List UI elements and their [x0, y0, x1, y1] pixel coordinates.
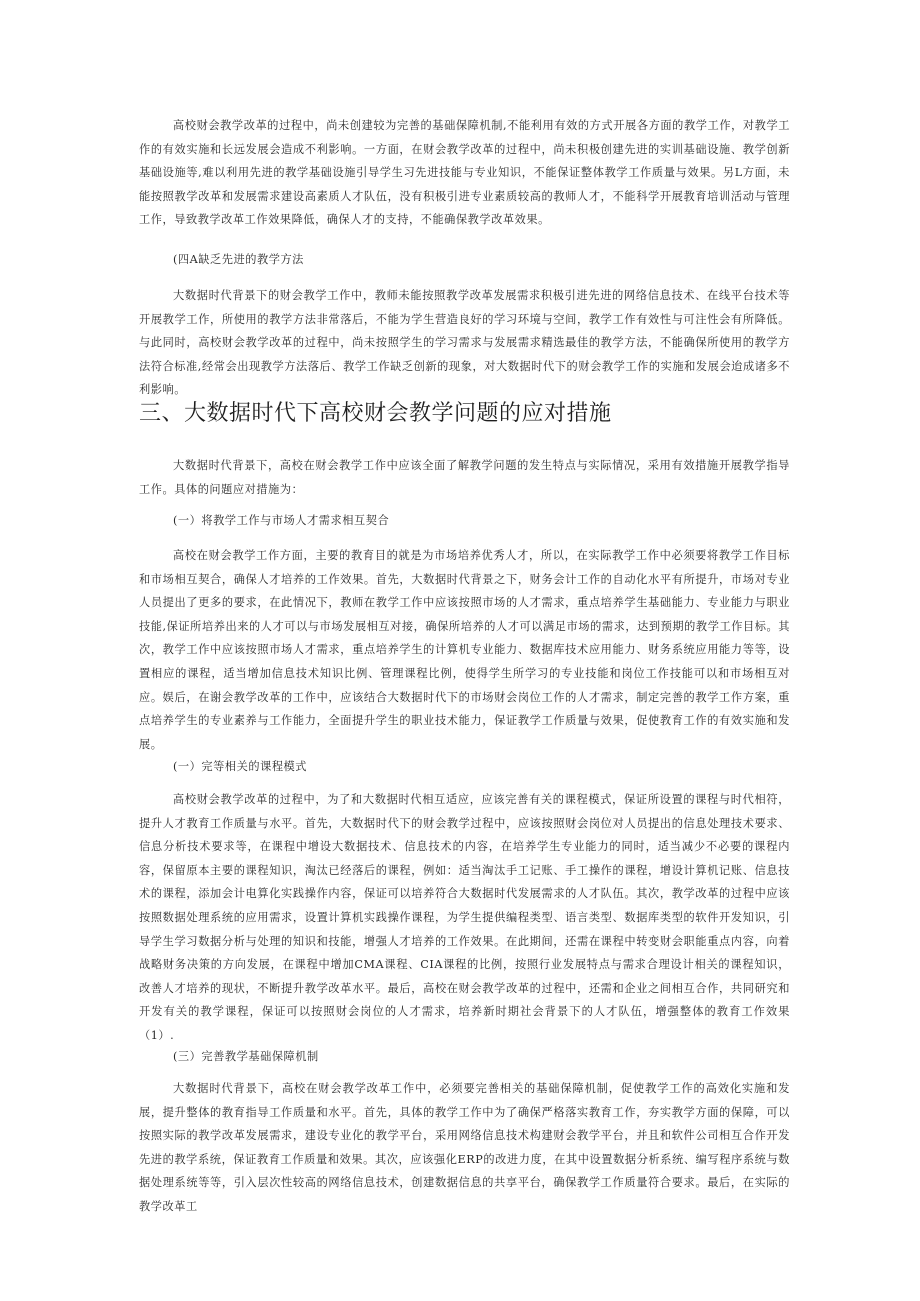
body-paragraph: 高校财会教学改革的过程中，尚未创建较为完善的基础保障机制,不能利用有效的方式开展各方面的教学工作，对教学工作的有效实施和长远发展会造成不利影响。一方面，在财会教学改革的过程中，尚未积极创建先进的实训基础设施、教学创新基础设施等,难以利用先进的教学基础设施引导学生习先进技能与专业知识，不能保证整体教学工作质量与效果。另L方面，未能按照教学改革和发展需求建设高素质人才队伍，没有积极引进专业素质较高的教师人才，不能科学开展教育培训活动与管理工作，导致教学改革工作效果降低，确保人才的支持，不能确保教学改革效果。 [139, 119, 790, 227]
section-title: 三、大数据时代下高校财会教学问题的应对措施 [139, 401, 612, 426]
subheading-lack-methods [139, 252, 790, 268]
paragraph-methods [139, 284, 790, 402]
paragraph-guarantee-mechanism [139, 1077, 790, 1219]
body-paragraph: 大数据时代背景下，高校在财会教学工作中应该全面了解教学问题的发生特点与实际情况，采用有效措施开展教学指导工作。具体的问题应对措施为： [139, 459, 790, 496]
subheading-guarantee-mechanism [139, 1049, 790, 1065]
paragraph-weak-guarantee [139, 114, 790, 232]
subheading-market-fit [139, 513, 790, 529]
subheading: (一）将教学工作与市场人才需求相互契合 [173, 514, 390, 527]
paragraph-market-fit [139, 544, 790, 756]
paragraph-intro-measures [139, 454, 790, 501]
section-heading-3 [139, 400, 790, 428]
subheading-course-mode [139, 759, 790, 775]
body-paragraph: 高校财会教学改革的过程中，为了和大数据时代相互适应，应该完善有关的课程模式，保证所设置的课程与时代相符，提升人才教育工作质量与水平。首先，大数据时代下的财会教学过程中，应该按照财会岗位对人员提出的信息处理技术要求、信息分析技术要求等，在课程中增设大数据技术、信息技术的内容，在培养学生专业能力的同时，适当减少不必要的课程内容，保留原本主要的课程知识，淘汰已经落后的课程，例如：适当淘汰手工记账、手工操作的课程，增设计算机记账、信息技术的课程，添加会计电算化实践操作内容，保证可以培养符合大数据时代发展需求的人才队伍。其次，教学改革的过程中应该按照数据处理系统的应用需求，设置计算机实践操作课程，为学生提供编程类型、语言类型、数据库类型的软件开发知识，引导学生学习数据分析与处理的知识和技能，增强人才培养的工作效果。在此期间，还需在课程中转变财会职能重点内容，向着战略财务决策的方向发展，在课程中增加CMA课程、CIA课程的比例，按照行业发展特点与需求合理设计相关的课程知识，改善人才培养的现状，不断提升教学改革水平。最后，高校在财会教学改革的过程中，还需和企业之间相互合作，共同研究和开发有关的教学课程，保证可以按照财会岗位的人才需求，培养新时期社会背景下的人才队伍，增强整体的教育工作效果（1）. [139, 793, 790, 1042]
subheading: (一）完等相关的课程模式 [173, 760, 308, 773]
paragraph-course-mode [139, 788, 790, 1048]
subheading: (三）完善教学基础保障机制 [173, 1050, 319, 1063]
body-paragraph: 大数据时代背景下，高校在财会教学改革工作中，必须要完善相关的基础保障机制，促使教学工作的高效化实施和发展，提升整体的教育指导工作质量和水平。首先，具体的教学工作中为了确保严格落实教育工作，夯实教学方面的保障，可以按照实际的教学改革发展需求，建设专业化的教学平台，采用网络信息技术构建财会教学平台，并且和软件公司相互合作开发先进的教学系统，保证教育工作质量和效果。其次，应该强化ERP的改进力度，在其中设置数据分析系统、编写程序系统与数据处理系统等等，引入层次性较高的网络信息技术，创建数据信息的共享平台，确保教学工作质量符合要求。最后，在实际的教学改革工 [139, 1082, 790, 1213]
body-paragraph: 大数据时代背景下的财会教学工作中，教师未能按照教学改革发展需求积极引进先进的网络信息技术、在线平台技术等开展教学工作，所使用的教学方法非常落后，不能为学生营造良好的学习环境与空间，教学工作有效性与可注性会有所降低。与此同时，高校财会教学改革的过程中，尚未按照学生的学习需求与发展需求精选最佳的教学方法，不能确保所使用的教学方法符合标准,经常会出现教学方法落后、教学工作缺乏创新的现象，对大数据时代下的财会教学工作的实施和发展会迨成诸多不利影响。 [139, 289, 790, 397]
subheading: (四A缺乏先进的教学方法 [173, 253, 304, 266]
body-paragraph: 高校在财会教学工作方面，主要的教育目的就是为市场培养优秀人才，所以，在实际教学工作中必须要将教学工作目标和市场相互契合，确保人才培养的工作效果。首先，大数据时代背景之下，财务会计工作的自动化水平有所提升，市场对专业人员提出了更多的要求，在此情况下，教师在教学工作中应该按照市场的人才需求，重点培养学生基础能力、专业能力与职业技能,保证所培养出来的人才可以与市场发展相互对接，确保所培养的人才可以满足市场的需求，达到预期的教学工作目标。其次，教学工作中应该按照市场人才需求，重点培养学生的计算机专业能力、数据库技术应用能力、财务系统应用能力等等，设置相应的课程，适当增加信息技术知识比例、管理课程比例，使得学生所学习的专业技能和岗位工作技能可以和市场相互对应。娱后，在谢会教学改革的工作中，应该结合大数据时代下的市场财会岗位工作的人才需求，制定完善的教学工作方案，重点培养学生的专业素养与工作能力，全面提升学生的职业技术能力，保证教学工作质量与效果，促使教育工作的有效实施和发展。 [139, 549, 790, 751]
